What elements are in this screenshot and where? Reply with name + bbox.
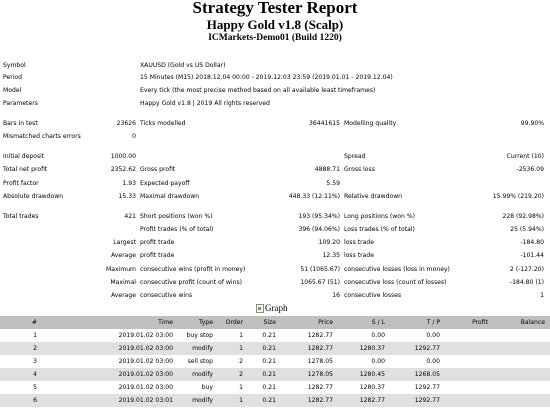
row-tp: 1292.77 [414, 396, 440, 404]
row-price: 1282.77 [307, 383, 333, 391]
col-profit: Profit [472, 318, 488, 326]
model-value: Every tick (the most precise method based on all available least timeframes) [140, 87, 376, 94]
net-profit-value: 2352.62 [110, 166, 136, 173]
bars-label: Bars in test [3, 120, 38, 127]
avg-cons-losses-value: 1 [540, 292, 544, 299]
row-num: 6 [33, 396, 37, 404]
row-tp: 1292.77 [414, 344, 440, 352]
row-tp: 1292.77 [414, 383, 440, 391]
col-tp: T / P [426, 318, 440, 326]
absolute-drawdown-value: 15.33 [118, 193, 136, 200]
row-size: 0.21 [262, 370, 276, 378]
cons-losses-money-label: consecutive losses (loss in money) [344, 266, 450, 273]
average-cons-label: Average [110, 292, 136, 299]
row-size: 0.21 [262, 331, 276, 339]
row-time: 2019.01.02 03:00 [118, 331, 173, 339]
short-positions-value: 193 (95.34%) [298, 213, 340, 220]
mismatch-label: Mismatched charts errors [3, 133, 81, 140]
row-time: 2019.01.02 03:00 [118, 344, 173, 352]
col-time: Time [158, 318, 173, 326]
row-time: 2019.01.02 03:00 [118, 357, 173, 365]
cons-wins-money-value: 51 (1065.67) [300, 266, 340, 273]
col-price: Price [318, 318, 333, 326]
average-loss-label: loss trade [344, 252, 374, 259]
gross-loss-label: Gross loss [344, 166, 375, 173]
row-num: 4 [33, 370, 37, 378]
row-price: 1282.77 [307, 344, 333, 352]
row-time: 2019.01.02 03:01 [118, 396, 173, 404]
period-label: Period [3, 74, 23, 81]
row-order: 1 [239, 344, 243, 352]
row-price: 1278.05 [307, 370, 333, 378]
row-tp: 1268.05 [414, 370, 440, 378]
row-size: 0.21 [262, 383, 276, 391]
orders-table [0, 316, 550, 407]
parameters-label: Parameters [3, 100, 38, 107]
spread-label: Spread [344, 153, 366, 160]
cons-profit-count-value: 1065.67 (51) [300, 279, 340, 286]
table-row [0, 355, 550, 368]
row-price: 1282.77 [307, 396, 333, 404]
row-sl: 0.00 [371, 331, 385, 339]
loss-trades-value: 25 (5.94%) [510, 226, 544, 233]
row-order: 1 [239, 396, 243, 404]
col-order: Order [225, 318, 243, 326]
cons-profit-count-label: consecutive profit (count of wins) [140, 279, 242, 286]
quality-value: 99.90% [520, 120, 544, 127]
largest-label: Largest [113, 239, 136, 246]
cons-losses-money-value: 2 (-127.20) [509, 266, 544, 273]
relative-drawdown-label: Relative drawdown [344, 193, 403, 200]
row-time: 2019.01.02 03:00 [118, 370, 173, 378]
gross-loss-value: -2536.09 [516, 166, 544, 173]
row-sl: 1282.77 [359, 396, 385, 404]
row-price: 1282.77 [307, 331, 333, 339]
profit-trades-label: Profit trades (% of total) [140, 226, 214, 233]
average-profit-value: 12.35 [322, 252, 340, 259]
expected-payoff-label: Expected payoff [140, 180, 190, 187]
maximum-label: Maximum [105, 266, 136, 273]
graph-alt-text: Graph [265, 303, 288, 313]
ticks-value: 36441615 [308, 120, 340, 127]
initial-deposit-label: Initial deposit [3, 153, 45, 160]
cons-loss-count-label: consecutive loss (count of losses) [344, 279, 447, 286]
row-type: buy stop [186, 331, 213, 339]
expected-payoff-value: 5.59 [326, 180, 340, 187]
col-size: Size [263, 318, 276, 326]
average-label: Average [110, 252, 136, 259]
gross-profit-value: 4888.71 [314, 166, 340, 173]
avg-cons-losses-label: consecutive losses [344, 292, 402, 299]
long-positions-value: 228 (92.98%) [502, 213, 544, 220]
initial-deposit-value: 1000.00 [110, 153, 136, 160]
row-tp: 0.00 [426, 357, 440, 365]
profit-trades-value: 396 (94.06%) [298, 226, 340, 233]
row-size: 0.21 [262, 396, 276, 404]
broken-image-icon [256, 304, 264, 313]
table-row [0, 342, 550, 355]
largest-loss-label: loss trade [344, 239, 374, 246]
row-tp: 0.00 [426, 331, 440, 339]
ea-name: Happy Gold v1.8 (Scalp) [206, 17, 344, 32]
maximal-drawdown-label: Maximal drawdown [140, 193, 200, 200]
orders-header-row [0, 316, 550, 329]
row-size: 0.21 [262, 344, 276, 352]
graph-image [256, 303, 288, 313]
table-row [0, 394, 550, 407]
row-type: modify [192, 370, 213, 378]
col-balance: Balance [520, 318, 545, 326]
row-order: 1 [239, 383, 243, 391]
col-sl: S / L [371, 318, 385, 326]
mismatch-value: 0 [132, 133, 136, 140]
report-title: Strategy Tester Report [192, 0, 358, 17]
row-type: sell stop [187, 357, 213, 365]
table-row [0, 381, 550, 394]
row-price: 1278.05 [307, 357, 333, 365]
row-num: 2 [33, 344, 37, 352]
gross-profit-label: Gross profit [140, 166, 176, 173]
largest-profit-value: 109.20 [318, 239, 340, 246]
profit-factor-label: Profit factor [3, 180, 39, 187]
row-size: 0.21 [262, 357, 276, 365]
maximal-label: Maximal [110, 279, 136, 286]
average-loss-value: -101.44 [520, 252, 544, 259]
row-type: buy [201, 383, 213, 391]
absolute-drawdown-label: Absolute drawdown [3, 193, 64, 200]
total-trades-value: 421 [124, 213, 136, 220]
quality-label: Modelling quality [344, 120, 397, 127]
row-order: 2 [239, 357, 243, 365]
avg-cons-wins-label: consecutive wins [140, 292, 193, 299]
table-row [0, 329, 550, 342]
row-num: 1 [33, 331, 37, 339]
loss-trades-label: Loss trades (% of total) [344, 226, 415, 233]
period-value: 15 Minutes (M15) 2018.12.04 00:00 - 2019.12.03 23:59 (2019.01.01 - 2019.12.04) [140, 74, 393, 81]
col-num: # [31, 318, 37, 326]
cons-wins-money-label: consecutive wins (profit in money) [140, 266, 246, 273]
server-build: ICMarkets-Demo01 (Build 1220) [208, 33, 342, 43]
ticks-label: Ticks modelled [140, 120, 186, 127]
table-row [0, 368, 550, 381]
relative-drawdown-value: 15.99% (219.20) [492, 193, 544, 200]
row-sl: 1280.37 [359, 344, 385, 352]
spread-value: Current (10) [506, 153, 544, 160]
largest-profit-label: profit trade [140, 239, 175, 246]
row-order: 2 [239, 370, 243, 378]
model-label: Model [3, 87, 22, 94]
row-type: modify [192, 344, 213, 352]
col-type: Type [199, 318, 213, 326]
profit-factor-value: 1.93 [122, 180, 136, 187]
total-trades-label: Total trades [3, 213, 39, 220]
row-num: 3 [33, 357, 37, 365]
row-order: 1 [239, 331, 243, 339]
cons-loss-count-value: -184.80 (1) [509, 279, 544, 286]
row-num: 5 [33, 383, 37, 391]
maximal-drawdown-value: 448.33 (12.11%) [288, 193, 340, 200]
parameters-value: Happy Gold v1.8 | 2019 All rights reserved [140, 100, 270, 107]
avg-cons-wins-value: 16 [332, 292, 340, 299]
row-type: modify [192, 396, 213, 404]
net-profit-label: Total net profit [3, 166, 48, 173]
row-sl: 1280.37 [359, 383, 385, 391]
row-sl: 1280.45 [359, 370, 385, 378]
row-time: 2019.01.02 03:00 [118, 383, 173, 391]
largest-loss-value: -184.80 [520, 239, 544, 246]
symbol-value: XAUUSD (Gold vs US Dollar) [140, 62, 226, 69]
symbol-label: Symbol [3, 62, 26, 69]
bars-value: 23626 [116, 120, 136, 127]
short-positions-label: Short positions (won %) [140, 213, 213, 220]
average-profit-label: profit trade [140, 252, 175, 259]
row-sl: 0.00 [371, 357, 385, 365]
long-positions-label: Long positions (won %) [344, 213, 415, 220]
